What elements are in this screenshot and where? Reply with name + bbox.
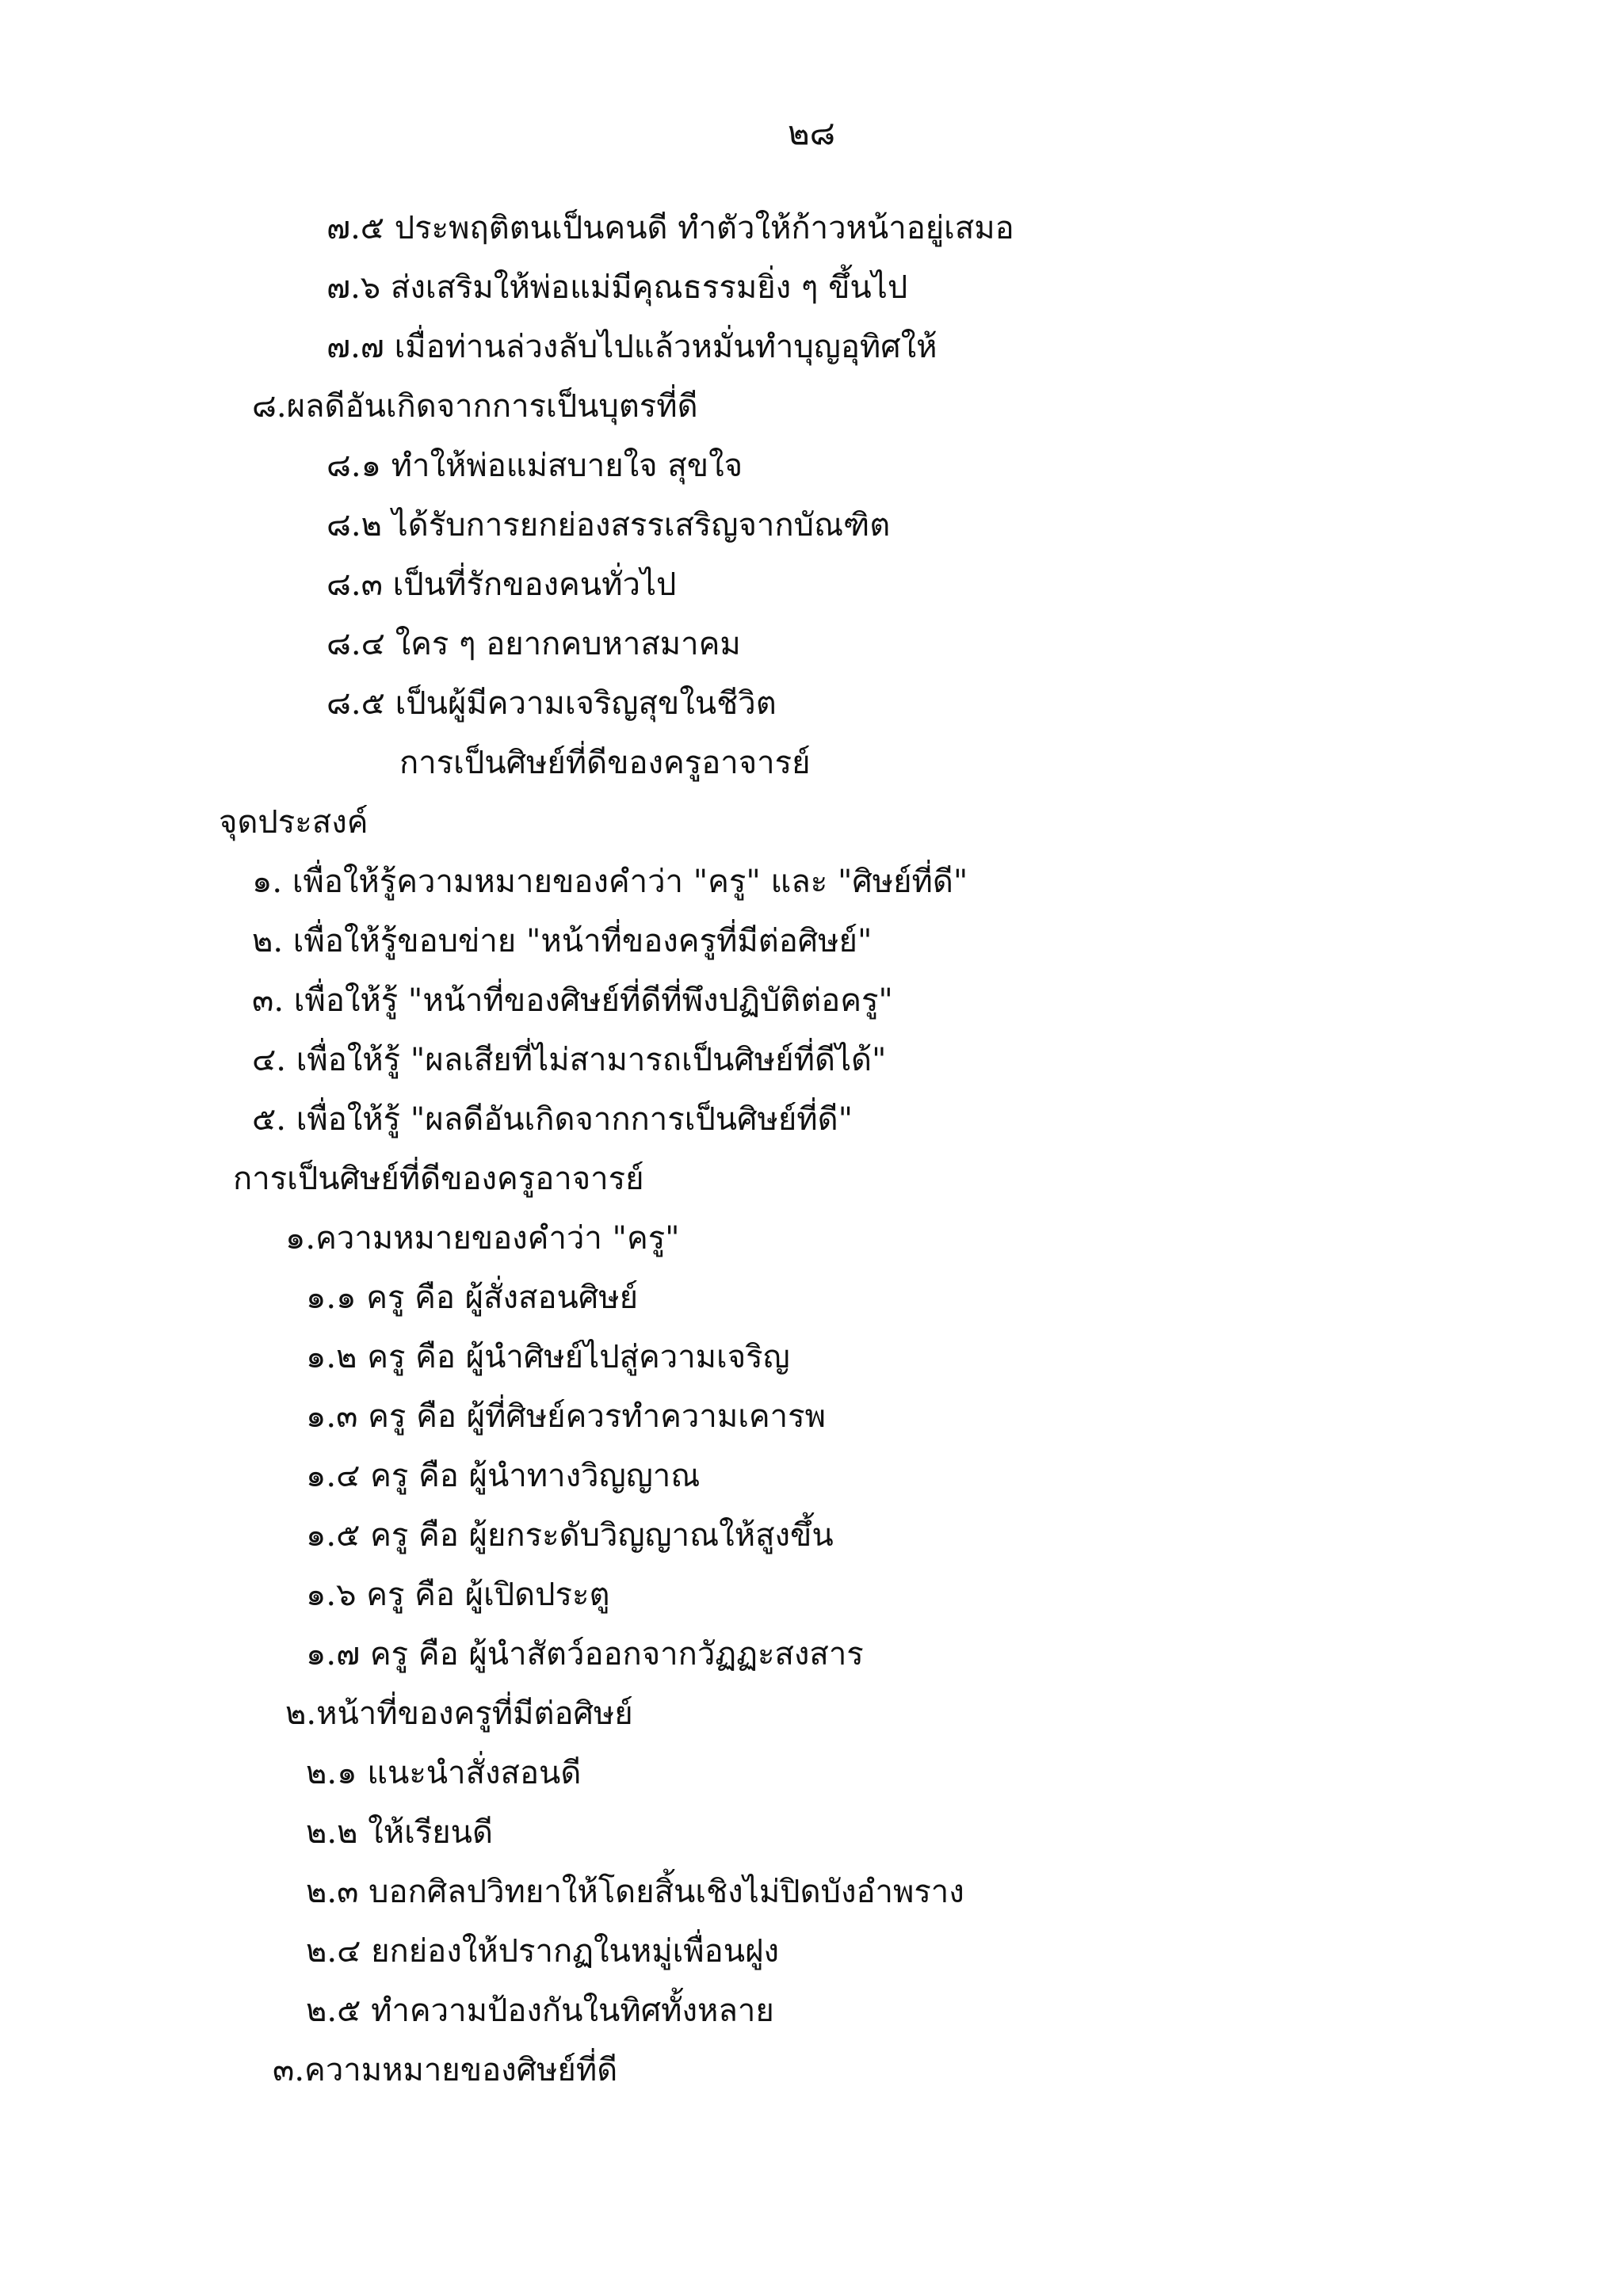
text-line: ๘.๔ ใคร ๆ อยากคบหาสมาคม — [327, 626, 741, 662]
text-line: ๑.๖ ครู คือ ผู้เปิดประตู — [306, 1577, 610, 1613]
text-line: ๑.๒ ครู คือ ผู้นำศิษย์ไปสู่ความเจริญ — [306, 1339, 790, 1375]
text-line: ๘.๒ ได้รับการยกย่องสรรเสริญจากบัณฑิต — [327, 507, 891, 543]
objective-item: ๔. เพื่อให้รู้ "ผลเสียที่ไม่สามารถเป็นศิษย์ที่ดีได้" — [252, 1042, 887, 1078]
objective-item: ๒. เพื่อให้รู้ขอบข่าย "หน้าที่ของครูที่มีต่อศิษย์" — [252, 923, 873, 959]
text-line: ๑.๔ ครู คือ ผู้นำทางวิญญาณ — [306, 1458, 701, 1494]
text-line: ๑.๕ ครู คือ ผู้ยกระดับวิญญาณให้สูงขึ้น — [306, 1517, 834, 1554]
page-number: ๒๘ — [787, 113, 836, 152]
text-line: ๗.๖ ส่งเสริมให้พ่อแม่มีคุณธรรมยิ่ง ๆ ขึ้นไป — [327, 269, 908, 306]
text-line: ๗.๕ ประพฤติตนเป็นคนดี ทำตัวให้ก้าวหน้าอยู่เสมอ — [327, 210, 1014, 246]
text-line: ๘.๑ ทำให้พ่อแม่สบายใจ สุขใจ — [327, 448, 743, 484]
chapter-title: การเป็นศิษย์ที่ดีของครูอาจารย์ — [399, 745, 811, 781]
text-line: ๒.๕ ทำความป้องกันในทิศทั้งหลาย — [306, 1993, 774, 2029]
text-line: ๒.๑ แนะนำสั่งสอนดี — [306, 1755, 582, 1791]
text-line: ๑.๓ ครู คือ ผู้ที่ศิษย์ควรทำความเคารพ — [306, 1398, 826, 1435]
text-line: ๘.๕ เป็นผู้มีความเจริญสุขในชีวิต — [327, 685, 777, 722]
objective-item: ๕. เพื่อให้รู้ "ผลดีอันเกิดจากการเป็นศิษย์ที่ดี" — [252, 1101, 854, 1138]
text-line: ๑.๗ ครู คือ ผู้นำสัตว์ออกจากวัฏฏะสงสาร — [306, 1636, 864, 1672]
text-line: ๘.๓ เป็นที่รักของคนทั่วไป — [327, 566, 677, 603]
text-line: ๒.๔ ยกย่องให้ปรากฏในหมู่เพื่อนฝูง — [306, 1933, 780, 1970]
objective-item: ๑. เพื่อให้รู้ความหมายของคำว่า "ครู" และ "ศิษย์ที่ดี" — [252, 864, 968, 900]
subsection-heading: ๓.ความหมายของศิษย์ที่ดี — [273, 2052, 618, 2088]
objective-item: ๓. เพื่อให้รู้ "หน้าที่ของศิษย์ที่ดีที่พึงปฏิบัติต่อครู" — [252, 982, 893, 1019]
text-line: ๗.๗ เมื่อท่านล่วงลับไปแล้วหมั่นทำบุญอุทิศให้ — [327, 329, 938, 365]
subsection-heading: ๑.ความหมายของคำว่า "ครู" — [285, 1220, 680, 1257]
text-line: ๒.๒ ให้เรียนดี — [306, 1814, 493, 1851]
section-heading: ๘.ผลดีอันเกิดจากการเป็นบุตรที่ดี — [252, 388, 698, 425]
text-line: ๒.๓ บอกศิลปวิทยาให้โดยสิ้นเชิงไม่ปิดบังอำพราง — [306, 1874, 964, 1910]
section-heading: การเป็นศิษย์ที่ดีของครูอาจารย์ — [233, 1161, 644, 1197]
section-heading: จุดประสงค์ — [219, 804, 369, 841]
text-line: ๑.๑ ครู คือ ผู้สั่งสอนศิษย์ — [306, 1280, 639, 1316]
subsection-heading: ๒.หน้าที่ของครูที่มีต่อศิษย์ — [285, 1695, 633, 1732]
